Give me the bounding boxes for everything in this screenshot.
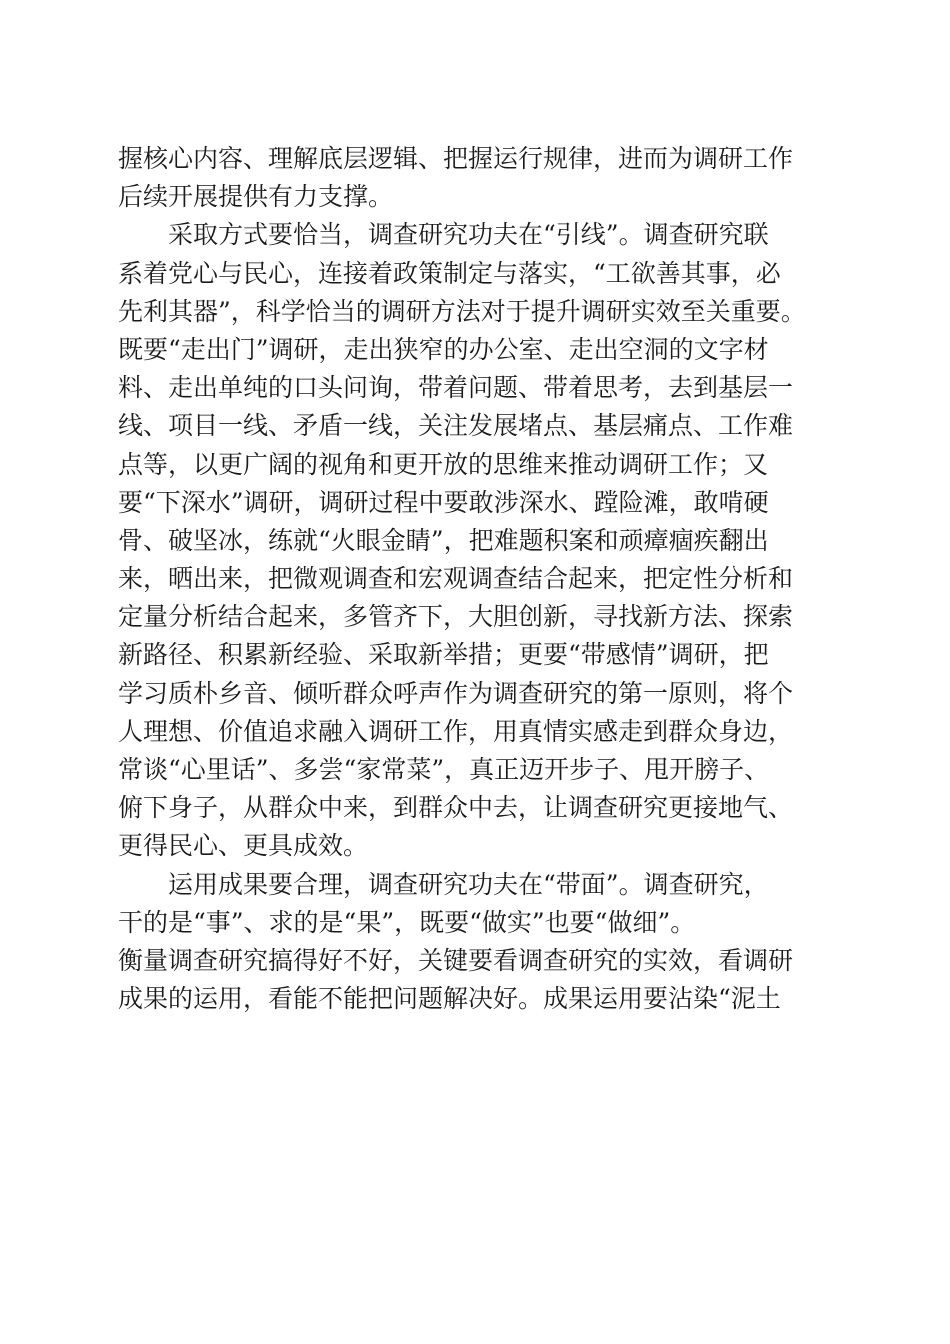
- text-line: 俯下身子，从群众中来，到群众中去，让调查研究更接地气、: [118, 793, 794, 823]
- text-line: 人理想、价值追求融入调研工作，用真情实感走到群众身边，: [118, 716, 794, 746]
- text-line: 常谈“心里话”、多尝“家常菜”，真正迈开步子、甩开膀子、: [118, 755, 770, 784]
- text-line: 更得民心、更具成效。: [118, 831, 369, 861]
- paragraph-start-line: 采取方式要恰当，调查研究功夫在“引线”。调查研究联: [168, 220, 769, 250]
- text-line: 定量分析结合起来，多管齐下，大胆创新，寻找新方法、探索: [118, 602, 794, 632]
- text-line: 料、走出单纯的口头问询，带着问题、带着思考，去到基层一: [118, 373, 794, 403]
- text-line: 握核心内容、理解底层逻辑、把握运行规律，进而为调研工作: [118, 144, 794, 173]
- text-line: 新路径、积累新经验、采取新举措；更要“带感情”调研，把: [118, 640, 769, 670]
- text-line: 既要“走出门”调研，走出狭窄的办公室、走出空洞的文字材: [118, 334, 769, 364]
- text-line: 干的是“事”、求的是“果”，既要“做实”也要“做细”。: [118, 907, 696, 937]
- text-line: 先利其器”，科学恰当的调研方法对于提升调研实效至关重要。: [118, 296, 806, 326]
- text-line: 衡量调查研究搞得好不好，关键要看调查研究的实效，看调研: [118, 945, 794, 975]
- text-line: 成果的运用，看能不能把问题解决好。成果运用要沾染“泥土: [118, 984, 781, 1014]
- text-line: 要“下深水”调研，调研过程中要敢涉深水、蹚险滩，敢啃硬: [118, 487, 769, 517]
- text-line: 后续开展提供有力支撑。: [118, 182, 394, 212]
- text-line: 线、项目一线、矛盾一线，关注发展堵点、基层痛点、工作难: [118, 411, 794, 441]
- text-line: 骨、破坚冰，练就“火眼金睛”，把难题积案和顽瘴痼疾翻出: [118, 525, 769, 555]
- text-line: 系着党心与民心，连接着政策制定与落实，“工欲善其事，必: [118, 258, 781, 288]
- text-line: 学习质朴乡音、倾听群众呼声作为调查研究的第一原则，将个: [118, 678, 794, 708]
- body-text: [118, 140, 838, 1018]
- text-line: 来，晒出来，把微观调查和宏观调查结合起来，把定性分析和: [118, 564, 794, 594]
- text-line: 点等，以更广阔的视角和更开放的思维来推动调研工作；又: [118, 449, 769, 479]
- paragraph-start-line: 运用成果要合理，调查研究功夫在“带面”。调查研究，: [168, 869, 769, 899]
